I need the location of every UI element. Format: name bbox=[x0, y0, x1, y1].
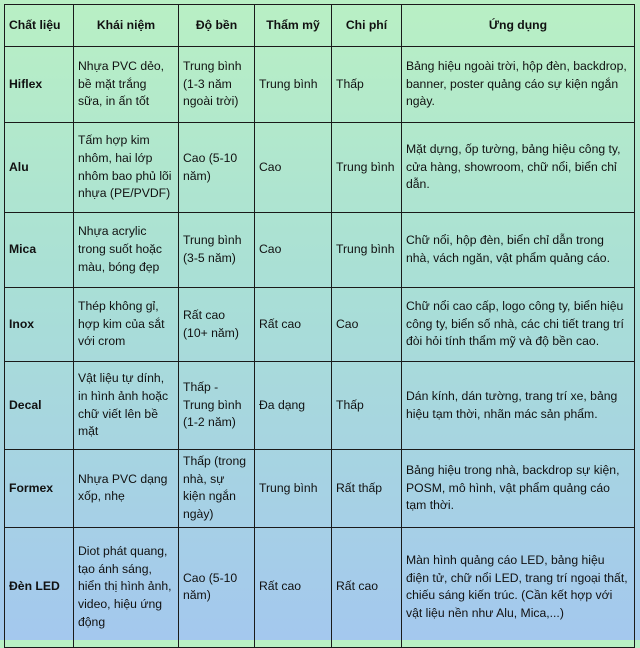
cell-material: Formex bbox=[5, 450, 74, 528]
cell-application: Bảng hiệu ngoài trời, hộp đèn, backdrop, banner, poster quảng cáo sự kiện ngắn ngày. bbox=[402, 47, 635, 123]
header-aesthetics: Thẩm mỹ bbox=[255, 5, 332, 47]
cell-durability: Cao (5-10 năm) bbox=[179, 527, 255, 647]
cell-cost: Trung bình bbox=[332, 213, 402, 288]
table-row bbox=[5, 123, 635, 213]
cell-material: Decal bbox=[5, 362, 74, 450]
cell-aesthetics: Đa dạng bbox=[255, 362, 332, 450]
cell-concept: Nhựa PVC dẻo, bề mặt trắng sữa, in ấn tốt bbox=[74, 47, 179, 123]
header-material: Chất liệu bbox=[5, 5, 74, 47]
header-cost: Chi phí bbox=[332, 5, 402, 47]
materials-comparison-table bbox=[4, 4, 635, 648]
cell-cost: Thấp bbox=[332, 362, 402, 450]
cell-aesthetics: Rất cao bbox=[255, 527, 332, 647]
cell-concept: Nhựa acrylic trong suốt hoặc màu, bóng đẹp bbox=[74, 213, 179, 288]
table-row bbox=[5, 47, 635, 123]
cell-material: Hiflex bbox=[5, 47, 74, 123]
cell-application: Mặt dựng, ốp tường, bảng hiệu công ty, cửa hàng, showroom, chữ nổi, biển chỉ dẫn. bbox=[402, 123, 635, 213]
cell-concept: Vật liệu tự dính, in hình ảnh hoặc chữ viết lên bề mặt bbox=[74, 362, 179, 450]
cell-durability: Thấp - Trung bình (1-2 năm) bbox=[179, 362, 255, 450]
cell-material: Mica bbox=[5, 213, 74, 288]
cell-application: Bảng hiệu trong nhà, backdrop sự kiện, POSM, mô hình, vật phẩm quảng cáo tạm thời. bbox=[402, 450, 635, 528]
cell-concept: Thép không gỉ, hợp kim của sắt với crom bbox=[74, 288, 179, 362]
cell-aesthetics: Cao bbox=[255, 123, 332, 213]
cell-concept: Diot phát quang, tạo ánh sáng, hiển thị hình ảnh, video, hiệu ứng động bbox=[74, 527, 179, 647]
cell-material: Alu bbox=[5, 123, 74, 213]
header-application: Ứng dụng bbox=[402, 5, 635, 47]
table-row bbox=[5, 527, 635, 647]
cell-concept: Tấm hợp kim nhôm, hai lớp nhôm bao phủ lõi nhựa (PE/PVDF) bbox=[74, 123, 179, 213]
table-header-row bbox=[5, 5, 635, 47]
cell-application: Màn hình quảng cáo LED, bảng hiệu điện tử, chữ nổi LED, trang trí ngoại thất, chiếu sáng kiến trúc. (Cần kết hợp với vật liệu nền như Alu, Mica,...) bbox=[402, 527, 635, 647]
cell-durability: Thấp (trong nhà, sự kiện ngắn ngày) bbox=[179, 450, 255, 528]
cell-application: Chữ nổi cao cấp, logo công ty, biển hiệu công ty, biển số nhà, các chi tiết trang trí đòi hỏi tính thẩm mỹ và độ bền cao. bbox=[402, 288, 635, 362]
cell-aesthetics: Trung bình bbox=[255, 450, 332, 528]
cell-durability: Cao (5-10 năm) bbox=[179, 123, 255, 213]
table-row bbox=[5, 213, 635, 288]
comparison-table-container bbox=[4, 4, 634, 632]
cell-material: Inox bbox=[5, 288, 74, 362]
cell-concept: Nhựa PVC dạng xốp, nhẹ bbox=[74, 450, 179, 528]
table-row bbox=[5, 362, 635, 450]
table-row bbox=[5, 450, 635, 528]
cell-durability: Trung bình (3-5 năm) bbox=[179, 213, 255, 288]
cell-aesthetics: Rất cao bbox=[255, 288, 332, 362]
cell-cost: Rất thấp bbox=[332, 450, 402, 528]
cell-application: Chữ nổi, hộp đèn, biển chỉ dẫn trong nhà, vách ngăn, vật phẩm quảng cáo. bbox=[402, 213, 635, 288]
cell-cost: Cao bbox=[332, 288, 402, 362]
cell-cost: Rất cao bbox=[332, 527, 402, 647]
header-durability: Độ bền bbox=[179, 5, 255, 47]
cell-aesthetics: Trung bình bbox=[255, 47, 332, 123]
cell-aesthetics: Cao bbox=[255, 213, 332, 288]
cell-material: Đèn LED bbox=[5, 527, 74, 647]
table-row bbox=[5, 288, 635, 362]
cell-cost: Trung bình bbox=[332, 123, 402, 213]
cell-durability: Rất cao (10+ năm) bbox=[179, 288, 255, 362]
cell-cost: Thấp bbox=[332, 47, 402, 123]
header-concept: Khái niệm bbox=[74, 5, 179, 47]
cell-application: Dán kính, dán tường, trang trí xe, bảng hiệu tạm thời, nhãn mác sản phẩm. bbox=[402, 362, 635, 450]
cell-durability: Trung bình (1-3 năm ngoài trời) bbox=[179, 47, 255, 123]
